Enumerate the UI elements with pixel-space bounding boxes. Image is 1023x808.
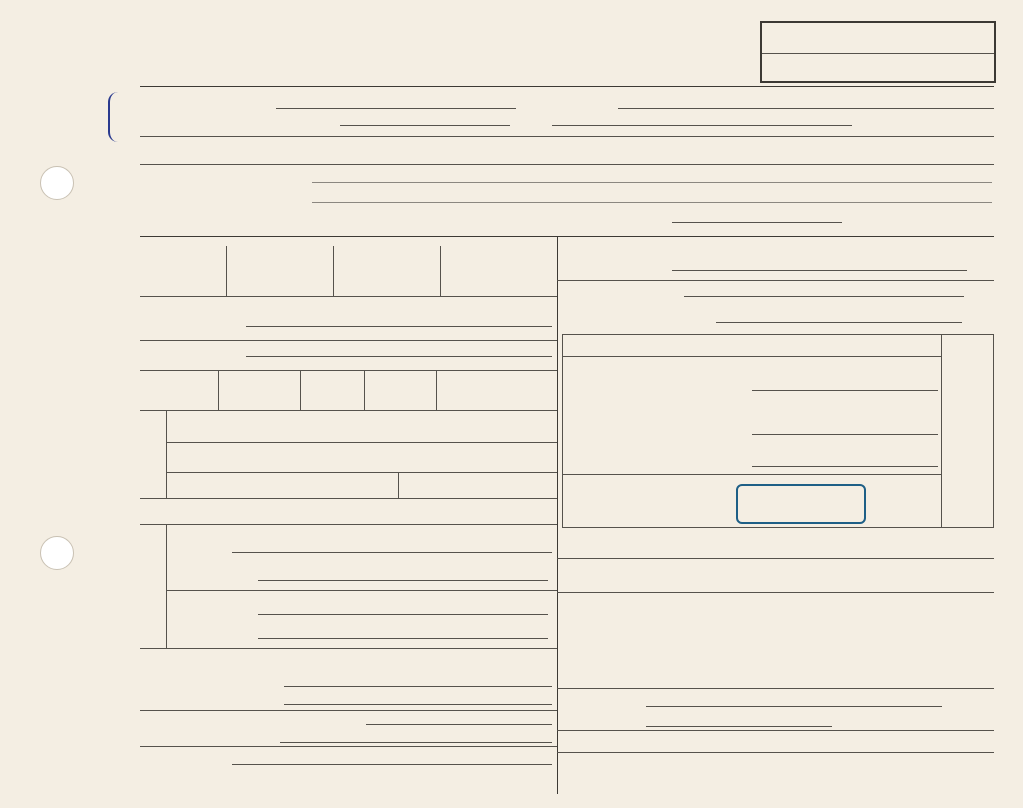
label-married-wife bbox=[146, 500, 165, 524]
label-print-name bbox=[144, 168, 152, 192]
label-trade bbox=[170, 418, 184, 442]
punch-hole-bottom bbox=[40, 536, 74, 570]
registration-number-box bbox=[760, 21, 996, 83]
label-place-of-death bbox=[144, 95, 152, 128]
label-industry bbox=[170, 448, 184, 472]
punch-hole-top bbox=[40, 166, 74, 200]
label-hrs-min bbox=[455, 398, 491, 410]
label-woman-pregnancy bbox=[563, 532, 577, 556]
label-date-last-worked bbox=[170, 476, 184, 500]
label-citizenship bbox=[230, 248, 242, 270]
other-conditions-bracket bbox=[736, 484, 866, 524]
side-margin-pencil-mark bbox=[108, 92, 118, 142]
label-marital bbox=[446, 247, 454, 280]
label-total-years bbox=[402, 476, 416, 500]
